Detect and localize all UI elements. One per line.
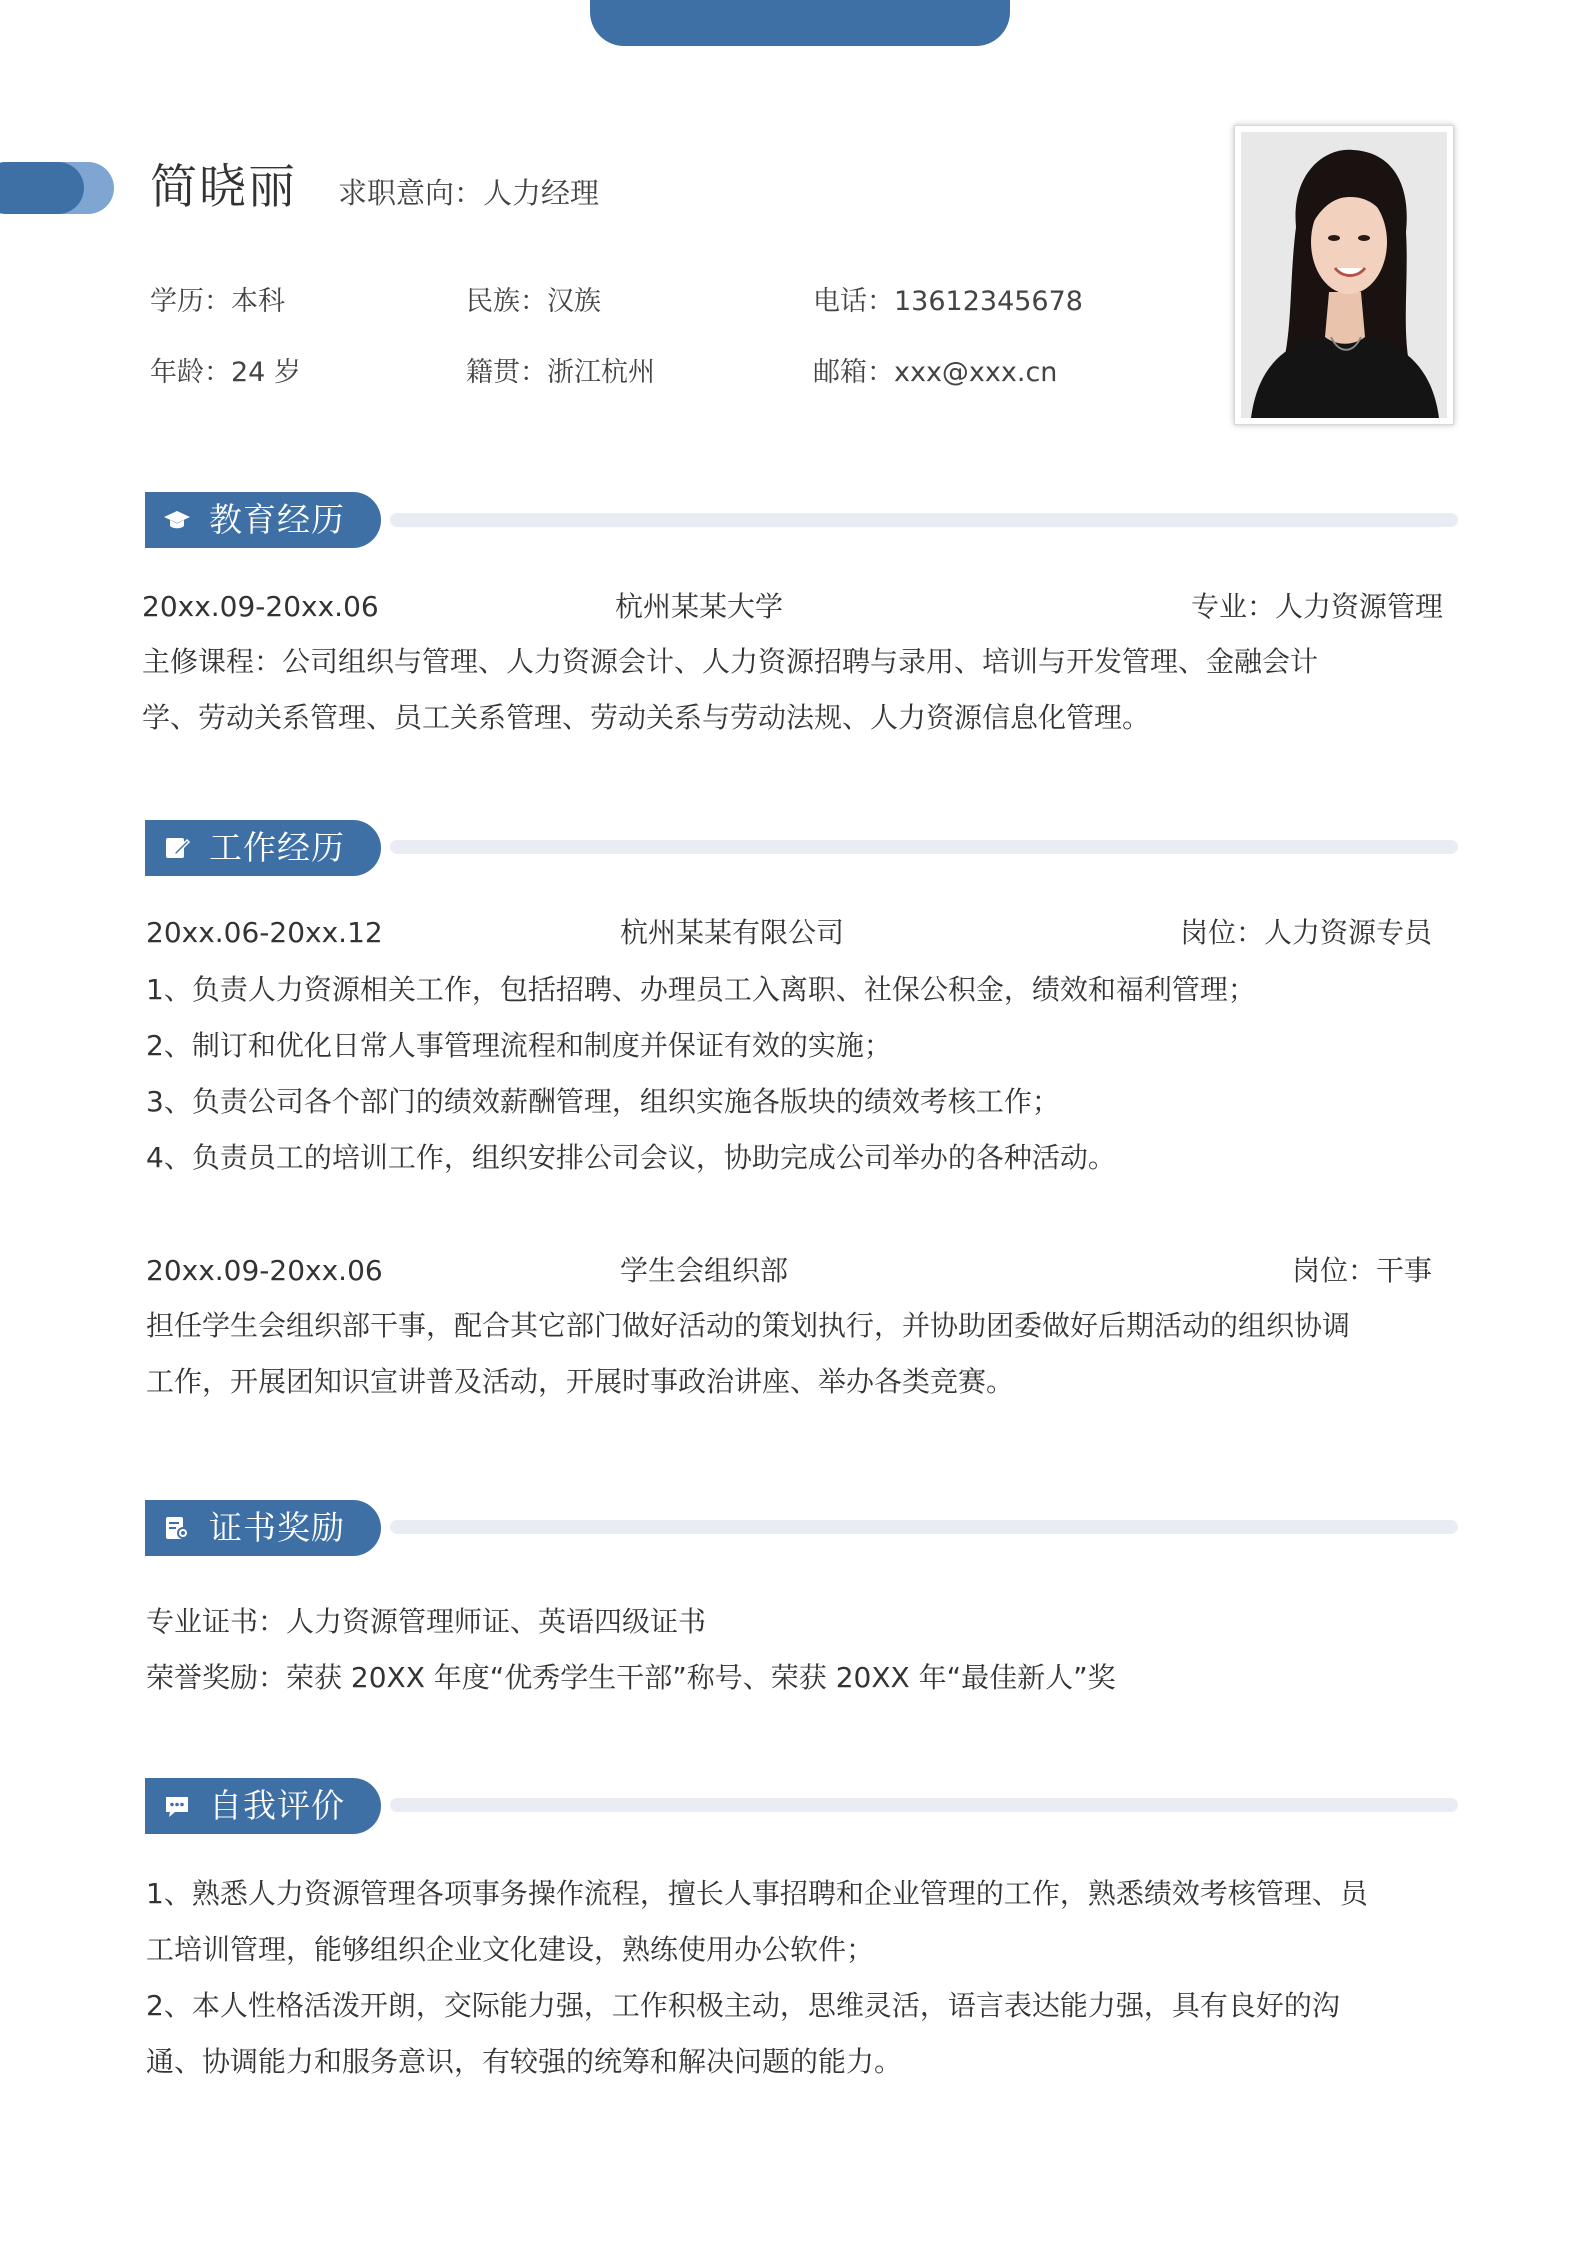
section-divider: [390, 1798, 1458, 1812]
job-duty-line: 1、负责人力资源相关工作，包括招聘、办理员工入离职、社保公积金，绩效和福利管理；: [146, 973, 1256, 1006]
education-period: 20xx.09-20xx.06: [142, 590, 379, 623]
self-eval-line: 工培训管理，能够组织企业文化建设，熟练使用办公软件；: [146, 1933, 875, 1966]
award-line: 荣誉奖励：荣获 20XX 年度“优秀学生干部”称号、荣获 20XX 年“最佳新人”奖: [146, 1661, 1116, 1694]
education-courses-line: 学、劳动关系管理、员工关系管理、劳动关系与劳动法规、人力资源信息化管理。: [142, 701, 1151, 734]
section-title-certs: 证书奖励: [209, 1508, 345, 1547]
section-title-self-eval: 自我评价: [209, 1786, 345, 1825]
job-org: 杭州某某有限公司: [620, 916, 845, 949]
graduation-cap-icon: [163, 506, 191, 534]
section-divider: [390, 513, 1458, 527]
job-role: 岗位：人力资源专员: [1179, 916, 1432, 949]
job-duty-line: 3、负责公司各个部门的绩效薪酬管理，组织实施各版块的绩效考核工作；: [146, 1085, 1060, 1118]
section-header-work: [145, 820, 381, 876]
education-courses-line: 主修课程：公司组织与管理、人力资源会计、人力资源招聘与录用、培训与开发管理、金融会计: [142, 645, 1319, 678]
certificate-icon: [163, 1514, 191, 1542]
job-org: 学生会组织部: [620, 1254, 789, 1287]
section-header-self-eval: [145, 1778, 381, 1834]
job-duty-line: 2、制订和优化日常人事管理流程和制度并保证有效的实施；: [146, 1029, 892, 1062]
section-header-certs: [145, 1500, 381, 1556]
job-intent: 求职意向：人力经理: [338, 176, 600, 210]
education-major: 专业：人力资源管理: [1190, 590, 1443, 623]
section-title-work: 工作经历: [209, 828, 345, 867]
info-ethnicity: 民族：汉族: [466, 286, 601, 317]
cert-line: 专业证书：人力资源管理师证、英语四级证书: [146, 1605, 707, 1638]
education-school: 杭州某某大学: [615, 590, 784, 623]
top-decor-tab: [590, 0, 1010, 46]
job-duty-line: 4、负责员工的培训工作，组织安排公司会议，协助完成公司举办的各种活动。: [146, 1141, 1116, 1174]
left-decor-pill: [0, 162, 84, 214]
self-eval-line: 1、熟悉人力资源管理各项事务操作流程，擅长人事招聘和企业管理的工作，熟悉绩效考核管理、员: [146, 1877, 1368, 1910]
section-title-education: 教育经历: [209, 500, 345, 539]
info-email: 邮箱：xxx@xxx.cn: [813, 357, 1058, 388]
job-duty-line: 担任学生会组织部干事，配合其它部门做好活动的策划执行，并协助团委做好后期活动的组织协调: [146, 1309, 1351, 1342]
info-hometown: 籍贯：浙江杭州: [466, 357, 655, 388]
chat-bubble-icon: [163, 1792, 191, 1820]
portrait-image: [1241, 132, 1447, 418]
section-divider: [390, 840, 1458, 854]
info-age: 年龄：24 岁: [150, 357, 301, 388]
edit-icon: [163, 834, 191, 862]
self-eval-line: 2、本人性格活泼开朗，交际能力强，工作积极主动，思维灵活，语言表达能力强，具有良好的沟: [146, 1989, 1340, 2022]
self-eval-line: 通、协调能力和服务意识，有较强的统筹和解决问题的能力。: [146, 2045, 903, 2078]
profile-photo: [1234, 125, 1454, 425]
section-header-education: [145, 492, 381, 548]
job-role: 岗位：干事: [1291, 1254, 1432, 1287]
candidate-name: 简晓丽: [150, 160, 297, 215]
info-education: 学历：本科: [150, 286, 285, 317]
job-period: 20xx.06-20xx.12: [146, 916, 383, 949]
job-period: 20xx.09-20xx.06: [146, 1254, 383, 1287]
job-duty-line: 工作，开展团知识宣讲普及活动，开展时事政治讲座、举办各类竞赛。: [146, 1365, 1015, 1398]
info-phone: 电话：13612345678: [813, 286, 1083, 317]
section-divider: [390, 1520, 1458, 1534]
